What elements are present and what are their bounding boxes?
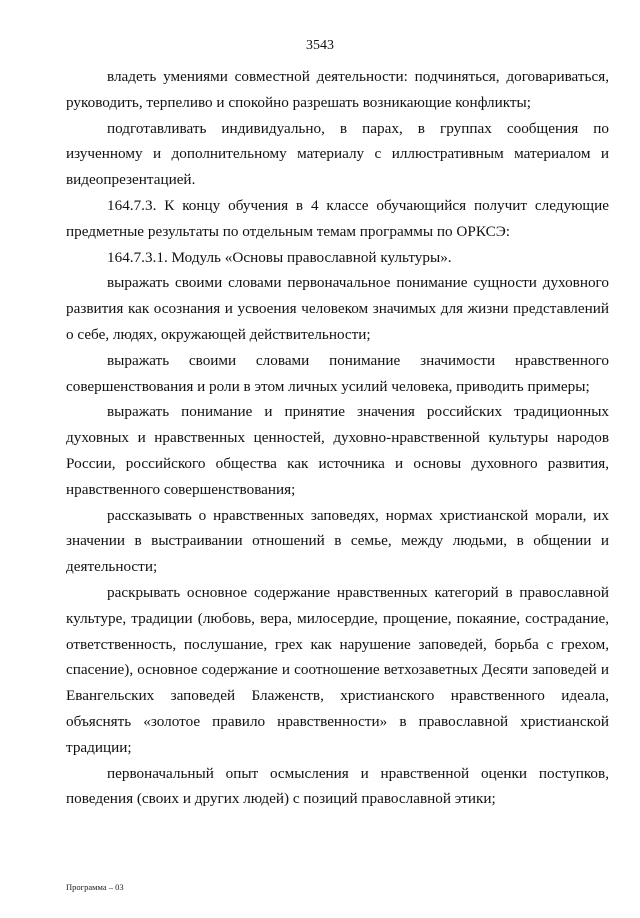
paragraph-moral-assessment: первоначальный опыт осмысления и нравственной оценки поступков, поведения (своих и других людей) с позиций православной этики; (66, 764, 609, 808)
paragraph-traditional-values: выражать понимание и принятие значения российских традиционных духовных и нравственных ценностей, духовно-нравственной культуры народов России, российского общества как источника и основы духовного развития, нравственного совершенствования; (66, 403, 609, 498)
page-number: 3543 (306, 38, 334, 53)
paragraph-moral-improvement: выражать своими словами понимание значимости нравственного совершенствования и роли в этом личных усилий человека, приводить примеры; (66, 351, 609, 395)
paragraph-module-heading: 164.7.3.1. Модуль «Основы православной культуры». (107, 248, 452, 266)
paragraph-section-164-7-3: 164.7.3. К концу обучения в 4 классе обучающийся получит следующие предметные результаты по отдельным темам программы по ОРКСЭ: (66, 196, 609, 240)
paragraph-commandments: рассказывать о нравственных заповедях, нормах христианской морали, их значении в выстраивании отношений в семье, между людьми, в общении и деятельности; (66, 506, 609, 576)
document-body (66, 64, 609, 812)
paragraph-moral-categories: раскрывать основное содержание нравственных категорий в православной культуре, традиции (любовь, вера, милосердие, прощение, покаяние, сострадание, ответственность, послушание, грех как нарушение заповедей, борьба с грехом, спасение), основное содержание и соотношение ветхозаветных Десяти заповедей и Евангельских заповедей Блаженств, христианского нравственного идеала, объяснять «золотое правило нравственности» в православной христианской традиции; (66, 583, 609, 756)
footer-program-label: Программа – 03 (66, 882, 124, 892)
paragraph-joint-activity: владеть умениями совместной деятельности: подчиняться, договариваться, руководить, терпеливо и спокойно разрешать возникающие конфликты; (66, 68, 609, 111)
paragraph-prepare-reports: подготавливать индивидуально, в парах, в группах сообщения по изученному и дополнительному материалу с иллюстративным материалом и видеопрезентацией. (66, 119, 609, 189)
paragraph-spiritual-development: выражать своими словами первоначальное понимание сущности духовного развития как осознания и усвоения человеком значимых для жизни представлений о себе, людях, окружающей действительности; (66, 274, 609, 343)
